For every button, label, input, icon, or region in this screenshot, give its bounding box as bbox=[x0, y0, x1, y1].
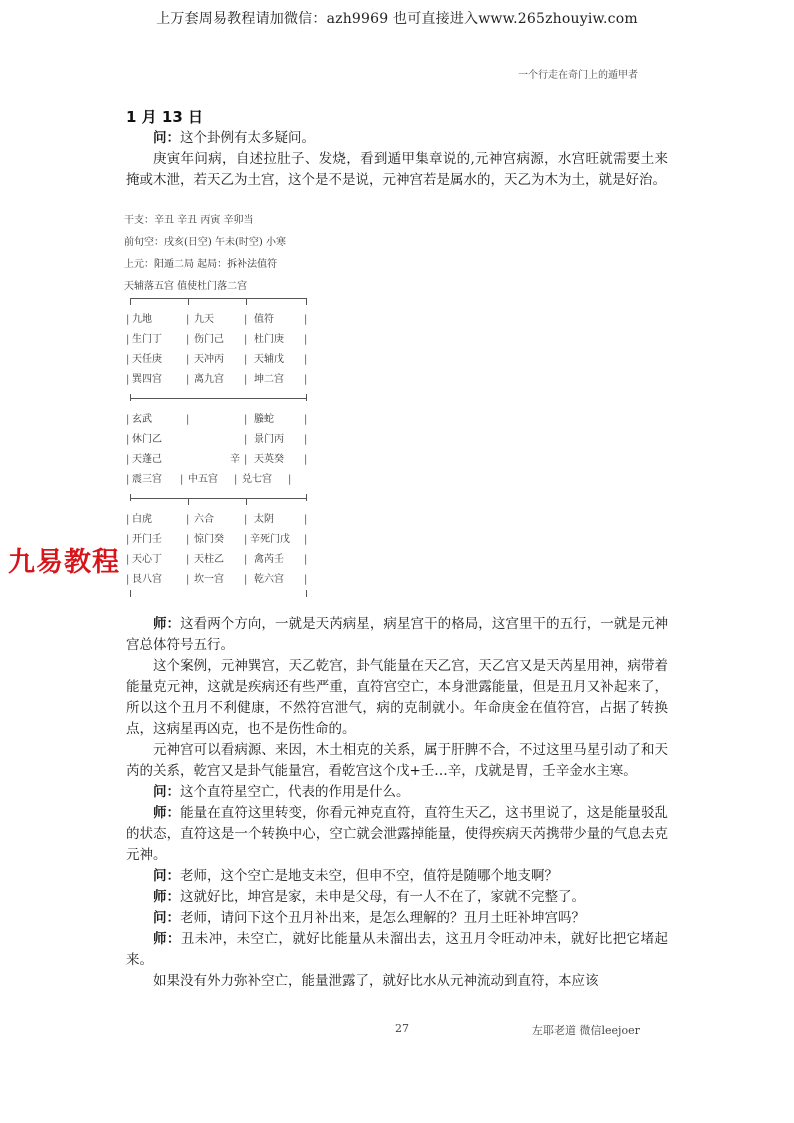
chart-info-kongwang: 前旬空：戌亥(日空) 午未(时空) 小寒 bbox=[124, 237, 286, 248]
chart-tick bbox=[306, 298, 307, 305]
speaker-label: 问： bbox=[153, 868, 180, 884]
chart-tick bbox=[130, 394, 131, 401]
chart-cell: 杜门庚 bbox=[254, 334, 284, 345]
speaker-label: 师： bbox=[153, 616, 181, 632]
chart-info-zhifu: 天辅落五宫 值使杜门落二宫 bbox=[124, 281, 248, 292]
chart-cell: 九天 bbox=[194, 314, 214, 325]
entry-date: 1 月 13 日 bbox=[126, 108, 203, 126]
chart-tick bbox=[130, 494, 131, 501]
chart-cell: 九地 bbox=[132, 314, 152, 325]
teacher-paragraph bbox=[126, 614, 668, 656]
chart-tick bbox=[306, 494, 307, 501]
chart-cell: 中五宫 bbox=[188, 474, 218, 485]
chart-rule bbox=[130, 298, 306, 299]
case-description: 庚寅年问病，自述拉肚子、发烧，看到遁甲集章说的,元神宫病源，水宫旺就需要土来掩或木泄，若天乙为土宫，这个是不是说，元神宫若是属水的，天乙为木为土，就是好治。 bbox=[126, 151, 668, 188]
chart-cell: 天英癸 bbox=[254, 454, 284, 465]
chart-cell: 天任庚 bbox=[132, 354, 162, 365]
page-number: 27 bbox=[395, 1022, 409, 1035]
chart-cell: 生门丁 bbox=[132, 334, 162, 345]
chart-tick bbox=[188, 498, 189, 505]
chart-cell: 景门丙 bbox=[254, 434, 284, 445]
answer-text: 这就好比，坤宫是家，未申是父母，有一人不在了，家就不完整了。 bbox=[180, 889, 585, 905]
chart-cell: 天辅戊 bbox=[254, 354, 284, 365]
chart-cell: 艮八宫 bbox=[132, 574, 162, 585]
chart-cell: 离九宫 bbox=[194, 374, 224, 385]
chart-info-ju: 上元：阳遁二局 起局：拆补法值符 bbox=[124, 259, 278, 270]
chart-cell: 白虎 bbox=[132, 514, 152, 525]
running-head: 一个行走在奇门上的遁甲者 bbox=[518, 70, 638, 81]
analysis-paragraph: 元神宫可以看病源、来因，木土相克的关系，属于肝脾不合，不过这里马星引动了和天芮的关系，乾宫又是卦气能量宫，看乾宫这个戊+壬…辛，戊就是胃，壬辛金水主寒。 bbox=[126, 742, 668, 779]
chart-tick bbox=[306, 590, 307, 597]
chart-tick bbox=[130, 298, 131, 305]
chart-cell: 天蓬己 bbox=[132, 454, 162, 465]
top-banner: 上万套周易教程请加微信：azh9969 也可直接进入www.265zhouyiw.com bbox=[156, 11, 638, 27]
chart-cell: 坎一宫 bbox=[194, 574, 224, 585]
intro-block bbox=[126, 128, 668, 191]
chart-cell: 惊门癸 bbox=[194, 534, 224, 545]
chart-cell: 开门壬 bbox=[132, 534, 162, 545]
speaker-label: 问： bbox=[153, 784, 180, 800]
chart-cell: 玄武 bbox=[132, 414, 152, 425]
watermark-logo: 九易教程 bbox=[8, 547, 120, 578]
teacher-paragraph bbox=[126, 929, 668, 971]
chart-cell: 禽芮壬 bbox=[254, 554, 284, 565]
question-paragraph bbox=[126, 866, 668, 887]
answer-text: 这看两个方向，一就是天芮病星，病星宫干的格局，这宫里干的五行，一就是元神宫总体符号五行。 bbox=[126, 616, 669, 653]
chart-cell: 伤门己 bbox=[194, 334, 224, 345]
chart-cell: 震三宫 bbox=[132, 474, 162, 485]
chart-cell: 值符 bbox=[254, 314, 274, 325]
teacher-paragraph bbox=[126, 803, 668, 866]
chart-cell: 螣蛇 bbox=[254, 414, 274, 425]
question-text: 这个直符星空亡，代表的作用是什么。 bbox=[180, 784, 410, 800]
speaker-label: 师： bbox=[153, 805, 181, 821]
chart-tick bbox=[188, 298, 189, 305]
chart-tick bbox=[246, 298, 247, 305]
answer-text: 丑未冲，未空亡，就好比能量从未溜出去，这丑月令旺动冲未，就好比把它堵起来。 bbox=[126, 931, 669, 968]
chart-tick bbox=[246, 498, 247, 505]
chart-cell: 天冲丙 bbox=[194, 354, 224, 365]
speaker-label: 问： bbox=[153, 130, 180, 146]
chart-info bbox=[124, 210, 286, 298]
analysis-paragraph: 如果没有外力弥补空亡，能量泄露了，就好比水从元神流动到直符，本应该 bbox=[153, 973, 599, 989]
teacher-paragraph bbox=[126, 887, 668, 908]
question-paragraph bbox=[126, 908, 668, 929]
discussion-block bbox=[126, 614, 668, 992]
speaker-label: 师： bbox=[153, 889, 180, 905]
chart-cell: 天柱乙 bbox=[194, 554, 224, 565]
footer-author: 左耶老道 微信leejoer bbox=[532, 1024, 640, 1037]
chart-cell: 兑七宫 bbox=[242, 474, 272, 485]
chart-tick bbox=[306, 394, 307, 401]
speaker-label: 师： bbox=[153, 931, 181, 947]
analysis-paragraph: 这个案例，元神巽宫，天乙乾宫，卦气能量在天乙宫，天乙宫又是天芮星用神，病带着能量克元神，这就是疾病还有些严重，直符宫空亡，本身泄露能量，但是丑月又补起来了，所以这个丑月不利健康，不然符宫泄气，病的克制就小。年命庚金在值符宫，占据了转换点，这病星再凶克，也不是伤性命的。 bbox=[126, 658, 668, 737]
answer-text: 能量在直符这里转变，你看元神克直符，直符生天乙，这书里说了，这是能量驳乱的状态，直符这是一个转换中心，空亡就会泄露掉能量，使得疾病天芮携带少量的气息去克元神。 bbox=[126, 805, 669, 863]
chart-cell: 天心丁 bbox=[132, 554, 162, 565]
question-paragraph bbox=[126, 782, 668, 803]
chart-cell: 太阴 bbox=[254, 514, 274, 525]
speaker-label: 问： bbox=[153, 910, 180, 926]
chart-cell: 辛 bbox=[230, 454, 240, 465]
question-text: 这个卦例有太多疑问。 bbox=[180, 130, 315, 146]
chart-tick bbox=[130, 590, 131, 597]
question-text: 老师，请问下这个丑月补出来，是怎么理解的？丑月土旺补坤宫吗？ bbox=[180, 910, 585, 926]
chart-cell: 巽四宫 bbox=[132, 374, 162, 385]
chart-cell: 辛死门戊 bbox=[250, 534, 290, 545]
chart-cell: 乾六宫 bbox=[254, 574, 284, 585]
question-text: 老师，这个空亡是地支未空，但申不空，值符是随哪个地支啊？ bbox=[180, 868, 558, 884]
chart-cell: 休门乙 bbox=[132, 434, 162, 445]
chart-rule bbox=[130, 498, 306, 499]
chart-cell: 六合 bbox=[194, 514, 214, 525]
question-paragraph bbox=[126, 128, 668, 149]
chart-info-ganzhi: 干支：辛丑 辛丑 丙寅 辛卯当 bbox=[124, 215, 254, 226]
chart-cell: 坤二宫 bbox=[254, 374, 284, 385]
chart-rule bbox=[130, 398, 306, 399]
